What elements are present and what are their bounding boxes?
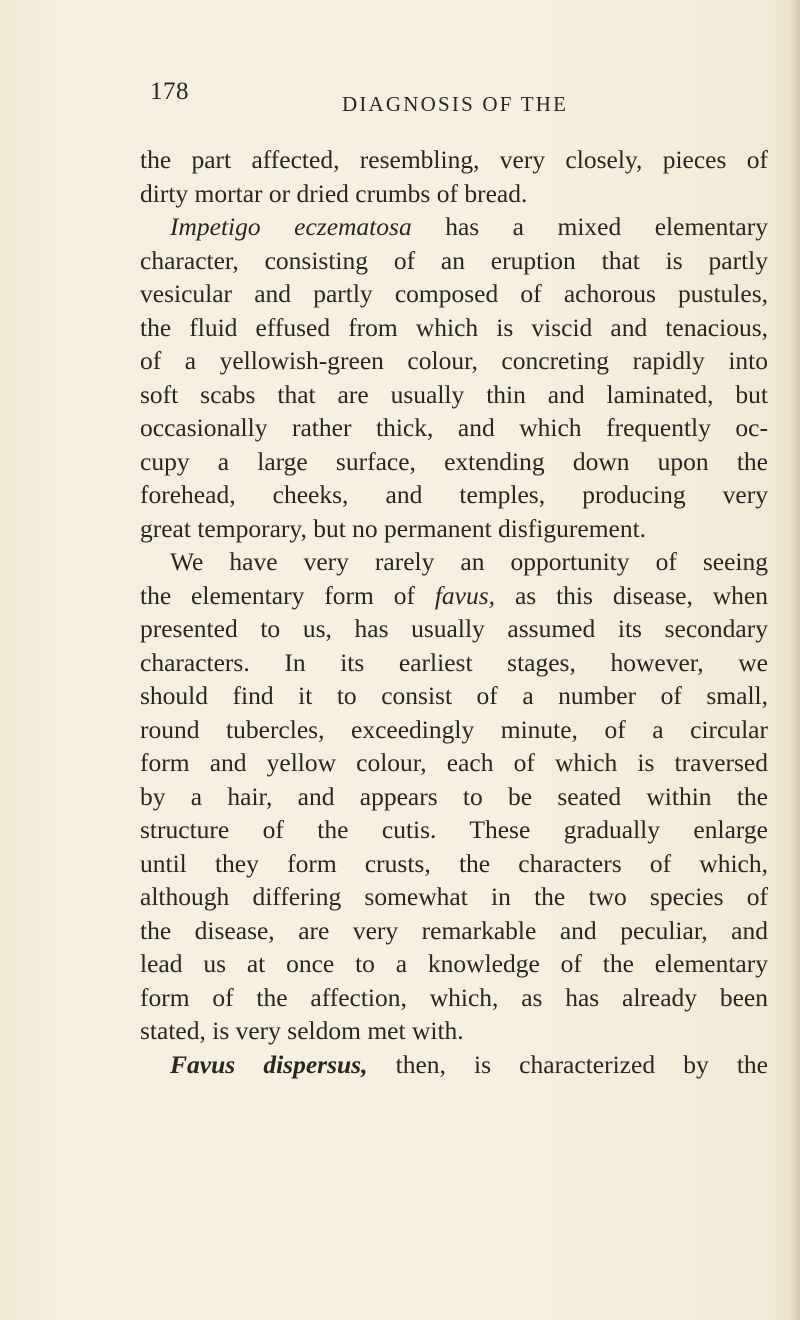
text-line: the fluid effused from which is viscid and tenacious, <box>140 312 768 342</box>
running-head <box>150 78 760 118</box>
text-line: occasionally rather thick, and which frequently oc- <box>140 413 768 442</box>
italic-term: favus, <box>434 580 496 610</box>
text-line: of a yellowish-green colour, concreting rapidly into <box>140 346 768 375</box>
text-line: should find it to consist of a number of small, <box>140 681 768 710</box>
italic-term: Impetigo eczematosa <box>170 212 412 241</box>
text-line: structure of the cutis. These gradually enlarge <box>140 815 768 844</box>
text-line: cupy a large surface, extending down upon the <box>140 446 768 476</box>
text-line: forehead, cheeks, and temples, producing very <box>140 480 768 509</box>
text-line: although differing somewhat in the two species of <box>140 882 768 911</box>
text-line: stated, is very seldom met with. <box>140 1016 464 1045</box>
text-line: Impetigo eczematosa has a mixed elementary <box>170 212 768 241</box>
text-line: dirty mortar or dried crumbs of bread. <box>140 178 528 208</box>
running-title: DIAGNOSIS OF THE <box>342 92 569 116</box>
text-line: character, consisting of an eruption that is partly <box>140 245 768 275</box>
text-line: form and yellow colour, each of which is traversed <box>140 748 768 777</box>
text-line: presented to us, has usually assumed its secondary <box>140 614 768 643</box>
text-line: vesicular and partly composed of achorous pustules, <box>140 279 768 308</box>
text-line: characters. In its earliest stages, however, we <box>140 647 768 677</box>
text-line: great temporary, but no permanent disfigurement. <box>140 513 647 543</box>
text-line: round tubercles, exceedingly minute, of a circular <box>140 714 768 744</box>
page-edge-shadow <box>790 0 800 1320</box>
page-number: 178 <box>150 78 189 105</box>
text-line: lead us at once to a knowledge of the elementary <box>140 949 768 978</box>
text-line: until they form crusts, the characters of which, <box>140 848 768 878</box>
text-line: the disease, are very remarkable and peculiar, and <box>140 915 768 945</box>
text-line: form of the affection, which, as has already been <box>140 982 768 1012</box>
text-line: soft scabs that are usually thin and laminated, but <box>140 379 768 409</box>
text-line: Favus dispersus, then, is characterized by the <box>170 1049 768 1079</box>
body-text <box>140 143 768 1081</box>
text-line: by a hair, and appears to be seated within the <box>140 781 768 811</box>
text-line: the part affected, resembling, very closely, pieces of <box>140 145 768 174</box>
text-line: the elementary form of favus, as this disease, when <box>140 580 768 610</box>
text-line: We have very rarely an opportunity of seeing <box>170 547 768 576</box>
bold-italic-term: Favus dispersus, <box>170 1049 368 1079</box>
